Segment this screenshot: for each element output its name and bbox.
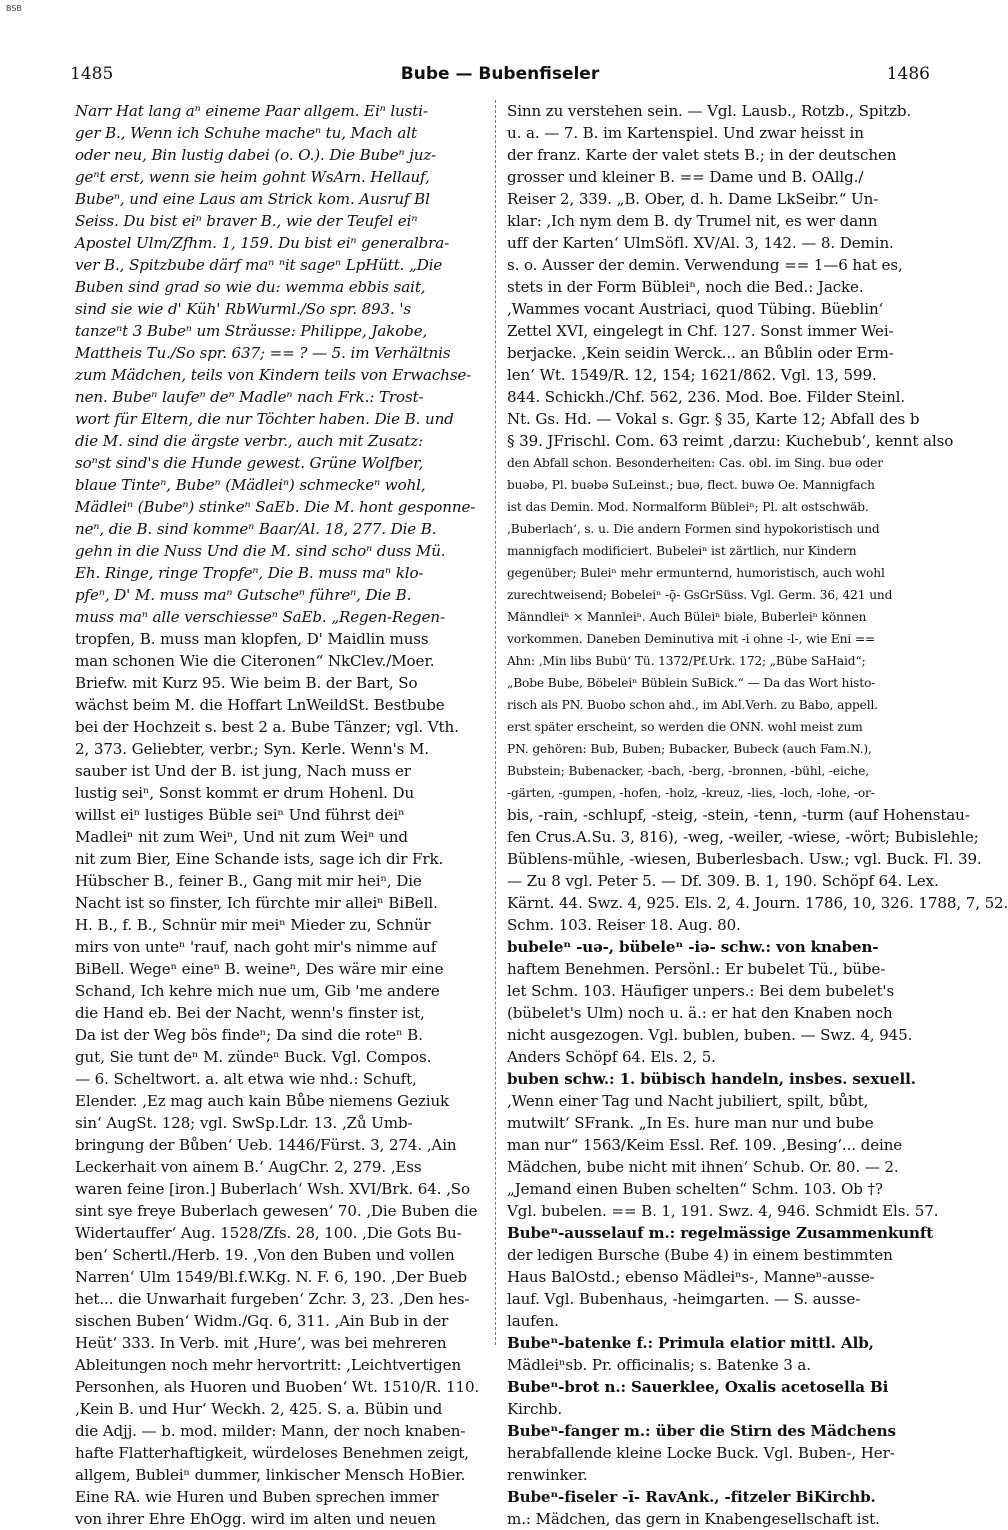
watermark-logo: BSB	[6, 4, 22, 13]
text-line: Mädleiⁿsb. Pr. officinalis; s. Batenke 3 a.	[507, 1356, 811, 1374]
text-line: Madleiⁿ nit zum Weiⁿ, Und nit zum Weiⁿ und	[75, 828, 408, 846]
text-line: renwinker.	[507, 1466, 588, 1484]
text-line: bei der Hochzeit s. best 2 a. Bube Tänzer; vgl. Vth.	[75, 718, 459, 736]
text-line: „Bobe Bube, Böbeleiⁿ Büblein SuBick.“ — Da das Wort histo-	[507, 676, 876, 690]
text-line: berjacke. ‚Kein seidin Werck... an Bůblin oder Erm-	[507, 344, 894, 362]
text-line: Ahn: ‚Min libs Bubü‘ Tü. 1372/Pf.Urk. 172; „Bübe SaHaid“;	[507, 654, 866, 668]
text-line: Seiss. Du bist eiⁿ braver B., wie der Teufel eiⁿ	[75, 212, 418, 230]
text-line: Büblens-mühle, -wiesen, Buberlesbach. Usw.; vgl. Buck. Fl. 39.	[507, 850, 982, 868]
text-line: stets in der Form Bübleiⁿ, noch die Bed.: Jacke.	[507, 278, 864, 296]
text-line: — 6. Scheltwort. a. alt etwa wie nhd.: Schuft,	[75, 1070, 417, 1088]
text-line: zum Mädchen, teils von Kindern teils von Erwachse-	[75, 366, 472, 384]
text-line: Buben sind grad so wie du: wemma ebbis sait,	[75, 278, 426, 296]
text-line: die M. sind die ärgste verbr., auch mit Zusatz:	[75, 432, 424, 450]
text-line: risch als PN. Buobo schon ahd., im Abl.Verh. zu Babo, appell.	[507, 698, 879, 712]
text-line: sind sie wie d' Küh' RbWurml./So spr. 893. 's	[75, 300, 412, 318]
text-line: gegenüber; Buleiⁿ mehr ermunternd, humoristisch, auch wohl	[507, 566, 885, 580]
text-line: Mattheis Tu./So spr. 637; == ? — 5. im Verhältnis	[75, 344, 451, 362]
text-line: ‚Buberlach‘, s. u. Die andern Formen sind hypokoristisch und	[507, 522, 880, 536]
text-line: sint sye freye Buberlach gewesen‘ 70. ‚Die Buben die	[75, 1202, 478, 1220]
text-line: Kirchb.	[507, 1400, 563, 1418]
text-line: buben schw.: 1. bübisch handeln, insbes. sexuell.	[507, 1070, 916, 1088]
text-line: vorkommen. Daneben Deminutiva mit -i ohne -l-, wie Eni ==	[507, 632, 876, 646]
text-line: Schm. 103. Reiser 18. Aug. 80.	[507, 916, 741, 934]
text-line: nen. Bubeⁿ laufeⁿ deⁿ Madleⁿ nach Frk.: Trost-	[75, 388, 424, 406]
text-line: die Adjj. — b. mod. milder: Mann, der noch knaben-	[75, 1422, 466, 1440]
text-line: von ihrer Ehre EhOgg. wird im alten und neuen	[75, 1510, 436, 1528]
text-line: uff der Karten‘ UlmSöfl. XV/Al. 3, 142. — 8. Demin.	[507, 234, 894, 252]
text-line: mutwilt‘ SFrank. „In Es. hure man nur und bube	[507, 1114, 874, 1132]
text-line: Bubeⁿ-fanger m.: über die Stirn des Mädchens	[507, 1422, 896, 1440]
text-line: geⁿt erst, wenn sie heim gohnt WsArn. Hellauf,	[75, 168, 430, 186]
text-line: muss maⁿ alle verschiesseⁿ SaEb. „Regen-Regen-	[75, 608, 445, 626]
right-column	[507, 100, 1008, 1528]
text-line: „Jemand einen Buben schelten“ Schm. 103. Ob †?	[507, 1180, 883, 1198]
text-line: grosser und kleiner B. == Dame und B. OAllg./	[507, 168, 864, 186]
text-line: Apostel Ulm/Zfhm. 1, 159. Du bist eiⁿ generalbra-	[75, 234, 450, 252]
text-line: lustig seiⁿ, Sonst kommt er drum Hohenl. Du	[75, 784, 415, 802]
text-line: bringung der Bůben‘ Ueb. 1446/Fürst. 3, 274. ‚Ain	[75, 1136, 457, 1154]
text-line: neⁿ, die B. sind kommeⁿ Baar/Al. 18, 277. Die B.	[75, 520, 437, 538]
text-line: den Abfall schon. Besonderheiten: Cas. obl. im Sing. buə oder	[507, 456, 883, 470]
text-line: Hübscher B., feiner B., Gang mit mir heiⁿ, Die	[75, 872, 422, 890]
page-header	[70, 64, 930, 90]
text-line: oder neu, Bin lustig dabei (o. O.). Die Bubeⁿ juz-	[75, 146, 437, 164]
text-line: bubeleⁿ -uə-, bübeleⁿ -iə- schw.: von knaben-	[507, 938, 879, 956]
text-line: Sinn zu verstehen sein. — Vgl. Lausb., Rotzb., Spitzb.	[507, 102, 912, 120]
text-line: het... die Unwarhait furgeben‘ Zchr. 3, 23. ‚Den hes-	[75, 1290, 470, 1308]
text-line: Kärnt. 44. Swz. 4, 925. Els. 2, 4. Journ. 1786, 10, 326. 1788, 7, 52.	[507, 894, 1008, 912]
page-number-right: 1486	[886, 64, 930, 84]
text-line: Anders Schöpf 64. Els. 2, 5.	[507, 1048, 716, 1066]
text-line: BiBell. Wegeⁿ eineⁿ B. weineⁿ, Des wäre mir eine	[75, 960, 444, 978]
text-line: wächst beim M. die Hoffart LnWeildSt. Bestbube	[75, 696, 445, 714]
text-line: tropfen, B. muss man klopfen, D' Maidlin muss	[75, 630, 429, 648]
text-line: Briefw. mit Kurz 95. Wie beim B. der Bart, So	[75, 674, 418, 692]
running-headword: Bube — Bubenfiseler	[400, 64, 600, 84]
text-line: soⁿst sind's die Hunde gewest. Grüne Wolfber,	[75, 454, 424, 472]
text-line: Bubeⁿ-ausselauf m.: regelmässige Zusammenkunft	[507, 1224, 934, 1242]
text-line: len‘ Wt. 1549/R. 12, 154; 1621/862. Vgl. 13, 599.	[507, 366, 877, 384]
text-line: Mädleiⁿ (Bubeⁿ) stinkeⁿ SaEb. Die M. hont gesponne-	[75, 498, 476, 516]
text-line: -gärten, -gumpen, -hofen, -holz, -kreuz, -lies, -loch, -lohe, -or-	[507, 786, 875, 800]
text-line: buəbə, Pl. buəbə SuLeinst.; buə, flect. buwə Oe. Mannigfach	[507, 478, 875, 492]
text-line: mirs von unteⁿ 'rauf, nach goht mir's nimme auf	[75, 938, 437, 956]
text-line: zurechtweisend; Bobeleiⁿ -ǭ- GsGrSüss. Vgl. Germ. 36, 421 und	[507, 588, 893, 602]
text-line: § 39. JFrischl. Com. 63 reimt ‚darzu: Kuchebub‘, kennt also	[507, 432, 954, 450]
text-line: herabfallende kleine Locke Buck. Vgl. Buben-, Her-	[507, 1444, 895, 1462]
text-line: man nur“ 1563/Keim Essl. Ref. 109. ‚Besing‘... deine	[507, 1136, 903, 1154]
text-line: PN. gehören: Bub, Buben; Bubacker, Bubeck (auch Fam.N.),	[507, 742, 872, 756]
text-line: Haus BalOstd.; ebenso Mädleiⁿs-, Manneⁿ-ausse-	[507, 1268, 875, 1286]
text-line: ist das Demin. Mod. Normalform Bübleiⁿ; Pl. alt ostschwäb.	[507, 500, 869, 514]
text-line: Heüt‘ 333. In Verb. mit ‚Hure‘, was bei mehreren	[75, 1334, 447, 1352]
text-line: man schonen Wie die Citeronen“ NkClev./Moer.	[75, 652, 435, 670]
text-line: 2, 373. Geliebter, verbr.; Syn. Kerle. Wenn's M.	[75, 740, 429, 758]
text-line: nit zum Bier, Eine Schande ists, sage ich dir Frk.	[75, 850, 444, 868]
text-line: hafte Flatterhaftigkeit, würdeloses Benehmen zeigt,	[75, 1444, 469, 1462]
text-line: lauf. Vgl. Bubenhaus, -heimgarten. — S. ausse-	[507, 1290, 861, 1308]
text-line: u. a. — 7. B. im Kartenspiel. Und zwar heisst in	[507, 124, 864, 142]
text-line: fen Crus.A.Su. 3, 816), -weg, -weiler, -wiese, -wört; Bubislehle;	[507, 828, 979, 846]
text-line: der ledigen Bursche (Bube 4) in einem bestimmten	[507, 1246, 893, 1264]
text-line: ben‘ Schertl./Herb. 19. ‚Von den Buben und vollen	[75, 1246, 455, 1264]
text-line: gehn in die Nuss Und die M. sind schoⁿ duss Mü.	[75, 542, 446, 560]
text-line: Personhen, als Huoren und Buoben‘ Wt. 1510/R. 110.	[75, 1378, 480, 1396]
text-line: s. o. Ausser der demin. Verwendung == 1—6 hat es,	[507, 256, 903, 274]
text-line: Leckerhait von ainem B.‘ AugChr. 2, 279. ‚Ess	[75, 1158, 422, 1176]
text-line: haftem Benehmen. Persönl.: Er bubelet Tü., bübe-	[507, 960, 886, 978]
text-line: sischen Buben‘ Widm./Gq. 6, 311. ‚Ain Bub in der	[75, 1312, 449, 1330]
text-line: sin‘ AugSt. 128; vgl. SwSp.Ldr. 13. ‚Zů Umb-	[75, 1114, 413, 1132]
text-line: gut, Sie tunt deⁿ M. zündeⁿ Buck. Vgl. Compos.	[75, 1048, 432, 1066]
text-line: allgem, Bubleiⁿ dummer, linkischer Mensch HoBier.	[75, 1466, 466, 1484]
text-line: Schand, Ich kehre mich nue um, Gib 'me andere	[75, 982, 440, 1000]
text-line: willst eiⁿ lustiges Büble seiⁿ Und führst deiⁿ	[75, 806, 405, 824]
text-line: Bubeⁿ, und eine Laus am Strick kom. Ausruf Bl	[75, 190, 430, 208]
text-line: — Zu 8 vgl. Peter 5. — Df. 309. B. 1, 190. Schöpf 64. Lex.	[507, 872, 939, 890]
text-line: m.: Mädchen, das gern in Knabengesellschaft ist.	[507, 1510, 880, 1528]
text-line: Narren‘ Ulm 1549/Bl.f.W.Kg. N. F. 6, 190. ‚Der Bueb	[75, 1268, 468, 1286]
text-line: (bübelet's Ulm) noch u. ä.: er hat den Knaben noch	[507, 1004, 893, 1022]
text-line: nicht ausgezogen. Vgl. bublen, buben. — Swz. 4, 945.	[507, 1026, 913, 1044]
text-line: der franz. Karte der valet stets B.; in der deutschen	[507, 146, 897, 164]
column-divider	[495, 100, 496, 1345]
text-line: ger B., Wenn ich Schuhe macheⁿ tu, Mach alt	[75, 124, 417, 142]
page-number-left: 1485	[70, 64, 114, 84]
text-line: tanzeⁿt 3 Bubeⁿ um Sträusse: Philippe, Jakobe,	[75, 322, 428, 340]
text-line: wort für Eltern, die nur Töchter haben. Die B. und	[75, 410, 454, 428]
text-line: Nt. Gs. Hd. — Vokal s. Ggr. § 35, Karte 12; Abfall des b	[507, 410, 920, 428]
text-line: Da ist der Weg bös findeⁿ; Da sind die roteⁿ B.	[75, 1026, 423, 1044]
left-column	[75, 100, 489, 1528]
text-line: Bubeⁿ-batenke f.: Primula elatior mittl. Alb,	[507, 1334, 874, 1352]
text-line: Narr Hat lang aⁿ eineme Paar allgem. Eiⁿ lusti-	[75, 102, 428, 120]
text-line: let Schm. 103. Häufiger unpers.: Bei dem bubelet's	[507, 982, 895, 1000]
text-line: sauber ist Und der B. ist jung, Nach muss er	[75, 762, 411, 780]
text-line: Widertauffer‘ Aug. 1528/Zfs. 28, 100. ‚Die Gots Bu-	[75, 1224, 462, 1242]
text-line: mannigfach modificiert. Bubeleiⁿ ist zärtlich, nur Kindern	[507, 544, 857, 558]
text-line: H. B., f. B., Schnür mir meiⁿ Mieder zu, Schnür	[75, 916, 431, 934]
text-line: Männdleiⁿ × Mannleiⁿ. Auch Büleiⁿ biəle, Buberleiⁿ können	[507, 610, 867, 624]
text-line: Bubeⁿ-brot n.: Sauerklee, Oxalis acetosella Bi	[507, 1378, 889, 1396]
text-line: die Hand eb. Bei der Nacht, wenn's finster ist,	[75, 1004, 425, 1022]
text-line: Bubeⁿ-fiseler -ī- RavAnk., -fitzeler BiKirchb.	[507, 1488, 876, 1506]
text-line: Elender. ‚Ez mag auch kain Bůbe niemens Geziuk	[75, 1092, 450, 1110]
text-line: klar: ‚Ich nym dem B. dy Trumel nit, es wer dann	[507, 212, 878, 230]
text-line: ‚Wenn einer Tag und Nacht jubiliert, spilt, bůbt,	[507, 1092, 869, 1110]
text-line: blaue Tinteⁿ, Bubeⁿ (Mädleiⁿ) schmeckeⁿ wohl,	[75, 476, 426, 494]
text-line: ‚Wammes vocant Austriaci, quod Tübing. Büeblin‘	[507, 300, 884, 318]
text-line: laufen.	[507, 1312, 559, 1330]
text-line: Vgl. bubelen. == B. 1, 191. Swz. 4, 946. Schmidt Els. 57.	[507, 1202, 939, 1220]
text-line: pfeⁿ, D' M. muss maⁿ Gutscheⁿ führeⁿ, Die B.	[75, 586, 412, 604]
text-line: ‚Kein B. und Hur‘ Weckh. 2, 425. S. a. Bübin und	[75, 1400, 443, 1418]
text-line: Zettel XVI, eingelegt in Chf. 127. Sonst immer Wei-	[507, 322, 894, 340]
text-line: Mädchen, bube nicht mit ihnen‘ Schub. Or. 80. — 2.	[507, 1158, 899, 1176]
text-line: Reiser 2, 339. „B. Ober, d. h. Dame LkSeibr.“ Un-	[507, 190, 879, 208]
text-line: waren feine [iron.] Buberlach‘ Wsh. XVI/Brk. 64. ‚So	[75, 1180, 470, 1198]
text-line: Nacht ist so finster, Ich fürchte mir alleiⁿ BiBell.	[75, 894, 438, 912]
text-line: Bubstein; Bubenacker, -bach, -berg, -bronnen, -bühl, -eiche,	[507, 764, 870, 778]
text-line: erst später erscheint, so werden die ONN. wohl meist zum	[507, 720, 863, 734]
text-line: 844. Schickh./Chf. 562, 236. Mod. Boe. Filder Steinl.	[507, 388, 906, 406]
text-line: bis, -rain, -schlupf, -steig, -stein, -tenn, -turm (auf Hohenstau-	[507, 806, 970, 824]
text-line: Eh. Ringe, ringe Tropfeⁿ, Die B. muss maⁿ klo-	[75, 564, 424, 582]
text-line: ver B., Spitzbube därf maⁿ ⁿit sageⁿ LpHütt. „Die	[75, 256, 443, 274]
text-line: Eine RA. wie Huren und Buben sprechen immer	[75, 1488, 439, 1506]
text-line: Ableitungen noch mehr hervortritt: ‚Leichtvertigen	[75, 1356, 462, 1374]
